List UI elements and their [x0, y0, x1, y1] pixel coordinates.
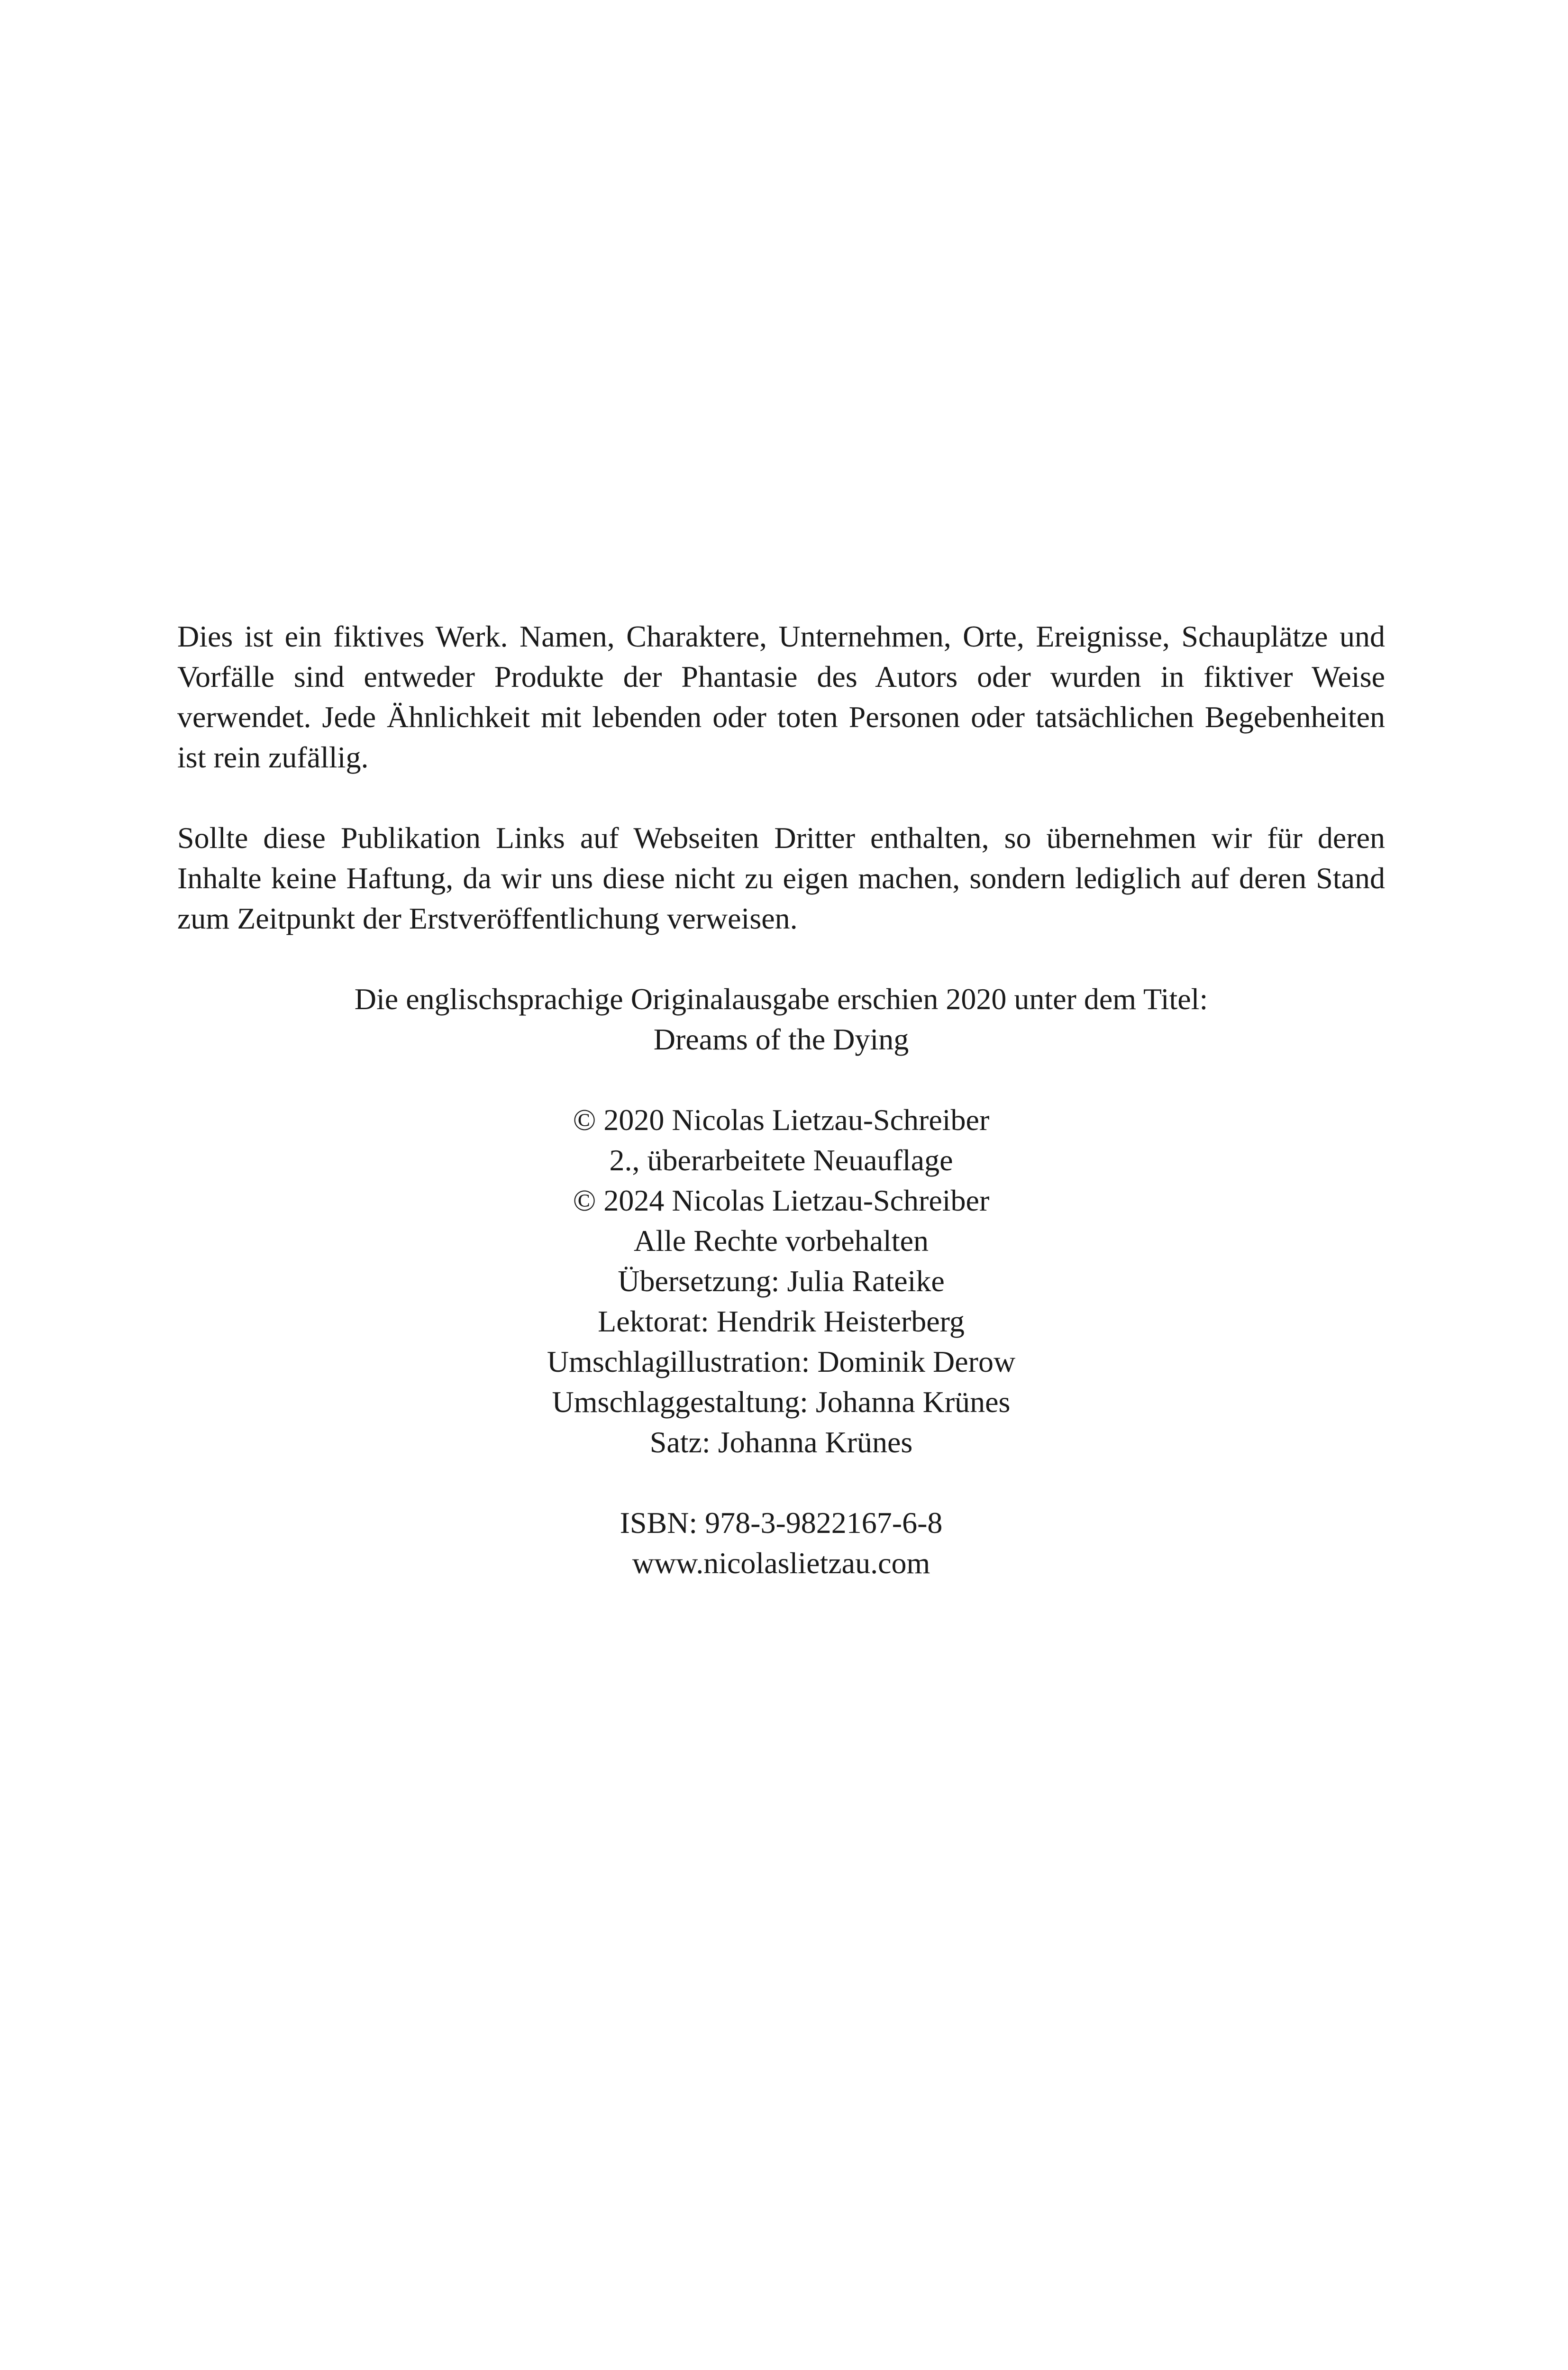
typesetting-credit: Satz: Johanna Krünes — [649, 1425, 913, 1459]
cover-illustration-credit: Umschlagillustration: Dominik Derow — [547, 1345, 1016, 1378]
disclaimer-paragraph — [177, 616, 1385, 777]
publication-info-block — [177, 1503, 1385, 1583]
translation-credit: Übersetzung: Julia Rateike — [618, 1264, 945, 1298]
website: www.nicolaslietzau.com — [632, 1546, 930, 1580]
cover-design-credit: Umschlaggestaltung: Johanna Krünes — [552, 1385, 1011, 1419]
links-notice-text: Sollte diese Publikation Links auf Webseiten Dritter enthalten, so übernehmen wir für deren Inhalte keine Haftung, da wir uns diese nicht zu eigen machen, sondern lediglich auf deren Stand zum Zeitpunkt der Erstveröffentlichung verweisen. — [177, 821, 1385, 935]
links-notice-paragraph — [177, 818, 1385, 939]
disclaimer-text: Dies ist ein fiktives Werk. Namen, Charaktere, Unternehmen, Orte, Ereignisse, Schauplätze und Vorfälle sind entweder Produkte der Phantasie des Autors oder wurden in fiktiver Weise verwendet. Jede Ähnlichkeit mit lebenden oder toten Personen oder tatsächlichen Begebenheiten ist rein zufällig. — [177, 620, 1385, 774]
original-edition-note: Die englischsprachige Originalausgabe erschien 2020 unter dem Titel: — [354, 982, 1208, 1016]
original-edition-block — [177, 979, 1385, 1059]
isbn: ISBN: 978-3-9822167-6-8 — [620, 1506, 943, 1540]
credits-block — [177, 1100, 1385, 1462]
edition-note: 2., überarbeitete Neuauflage — [609, 1143, 953, 1177]
copyright-original: © 2020 Nicolas Lietzau-Schreiber — [573, 1103, 990, 1137]
editing-credit: Lektorat: Hendrik Heisterberg — [598, 1304, 965, 1338]
original-title: Dreams of the Dying — [653, 1022, 909, 1056]
rights-reserved: Alle Rechte vorbehalten — [634, 1224, 929, 1258]
copyright-new: © 2024 Nicolas Lietzau-Schreiber — [573, 1184, 990, 1217]
